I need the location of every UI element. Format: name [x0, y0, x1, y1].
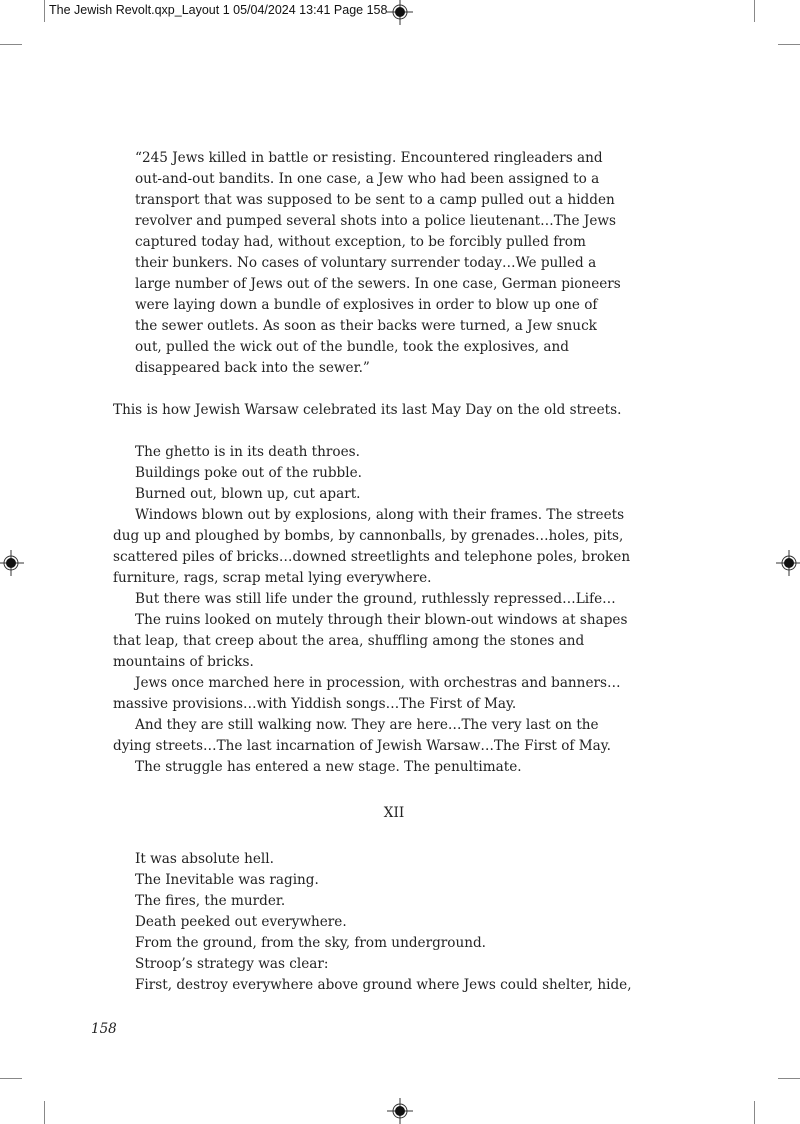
paragraph: Burned out, blown up, cut apart.	[135, 486, 361, 502]
quote-line: “245 Jews killed in battle or resisting. Encountered ringleaders and	[135, 150, 603, 166]
paragraph: From the ground, from the sky, from underground.	[135, 935, 486, 951]
paragraph: Jews once marched here in procession, with orchestras and banners… massive provisions…with Yiddish songs…The First of May.	[113, 675, 621, 712]
registration-mark-bottom-icon	[387, 1098, 413, 1124]
paragraph: The Inevitable was raging.	[135, 872, 319, 888]
block-quote	[113, 148, 633, 379]
paragraph: The fires, the murder.	[135, 893, 286, 909]
crop-mark-bottom-left-vertical	[44, 1101, 45, 1124]
paragraph: Windows blown out by explosions, along with their frames. The streets dug up and ploughed by bombs, by cannonballs, by grenades…holes, pits, scattered piles of bricks…downed streetlights and telephone poles, broken furniture, rags, scrap metal lying everywhere.	[113, 507, 631, 586]
quote-line: out, pulled the wick out of the bundle, took the explosives, and	[135, 339, 569, 355]
paragraph: Buildings poke out of the rubble.	[135, 465, 362, 481]
quote-line: transport that was supposed to be sent to a camp pulled out a hidden	[135, 192, 615, 208]
crop-mark-top-left-horizontal	[0, 44, 22, 45]
print-slug-line: The Jewish Revolt.qxp_Layout 1 05/04/2024 13:41 Page 158	[49, 3, 388, 17]
quote-line: were laying down a bundle of explosives in order to blow up one of	[135, 297, 598, 313]
paragraph: First, destroy everywhere above ground where Jews could shelter, hide,	[135, 977, 632, 993]
crop-mark-top-left-vertical	[44, 0, 45, 22]
quote-line: captured today had, without exception, to be forcibly pulled from	[135, 234, 586, 250]
paragraph: But there was still life under the ground, ruthlessly repressed…Life…	[135, 591, 616, 607]
paragraph: The struggle has entered a new stage. The penultimate.	[135, 759, 522, 775]
registration-mark-left-icon	[0, 550, 24, 576]
registration-mark-top-icon	[387, 0, 413, 25]
paragraph: The ruins looked on mutely through their blown-out windows at shapes that leap, that creep about the area, shuffling among the stones and mountains of bricks.	[113, 612, 628, 670]
quote-line: large number of Jews out of the sewers. In one case, German pioneers	[135, 276, 621, 292]
crop-mark-bottom-left-horizontal	[0, 1078, 22, 1079]
page-number: 158	[91, 1021, 117, 1037]
quote-line: disappeared back into the sewer.”	[135, 360, 370, 376]
crop-mark-top-right-horizontal	[778, 44, 800, 45]
crop-mark-bottom-right-horizontal	[778, 1078, 800, 1079]
paragraph: The ghetto is in its death throes.	[135, 444, 360, 460]
quote-line: their bunkers. No cases of voluntary surrender today…We pulled a	[135, 255, 597, 271]
quote-line: revolver and pumped several shots into a police lieutenant…The Jews	[135, 213, 617, 229]
crop-mark-bottom-right-vertical	[754, 1101, 755, 1124]
registration-mark-right-icon	[776, 550, 800, 576]
paragraph: Stroop’s strategy was clear:	[135, 956, 329, 972]
quote-line: the sewer outlets. As soon as their backs were turned, a Jew snuck	[135, 318, 597, 334]
quote-line: out-and-out bandits. In one case, a Jew who had been assigned to a	[135, 171, 600, 187]
paragraph: It was absolute hell.	[135, 851, 274, 867]
paragraph: Death peeked out everywhere.	[135, 914, 347, 930]
paragraph: And they are still walking now. They are here…The very last on the dying streets…The last incarnation of Jewish Warsaw…The First of May.	[113, 717, 611, 754]
crop-mark-top-right-vertical	[754, 0, 755, 22]
chapter-heading: XII	[383, 805, 405, 821]
page-body	[113, 148, 633, 996]
paragraph: This is how Jewish Warsaw celebrated its last May Day on the old streets.	[113, 402, 622, 418]
